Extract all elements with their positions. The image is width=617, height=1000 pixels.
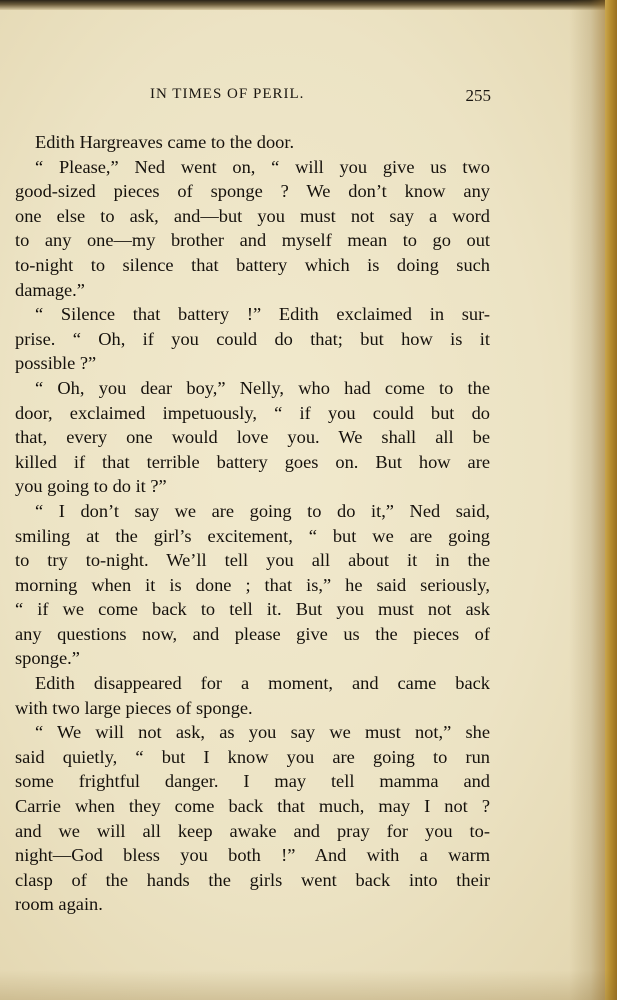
text-line: night—God bless you both !” And with a warm (15, 845, 490, 866)
spine-edge (605, 0, 617, 1000)
text-line: killed if that terrible battery goes on. But how are (15, 451, 490, 472)
text-line: morning when it is done ; that is,” he said seriously, (15, 574, 490, 595)
text-line: damage.” (15, 279, 85, 300)
text-line: “ We will not ask, as you say we must not,” she (35, 722, 490, 743)
text-line: with two large pieces of sponge. (15, 697, 253, 718)
text-line: any questions now, and please give us the pieces of (15, 623, 490, 644)
text-line: sponge.” (15, 648, 80, 669)
text-line: “ Silence that battery !” Edith exclaimed in sur- (35, 304, 490, 325)
text-line: “ I don’t say we are going to do it,” Ned said, (35, 500, 490, 521)
text-line: you going to do it ?” (15, 476, 167, 497)
text-line: and we will all keep awake and pray for you to- (15, 820, 490, 841)
text-line: door, exclaimed impetuously, “ if you could but do (15, 402, 490, 423)
text-line: some frightful danger. I may tell mamma and (15, 771, 490, 792)
running-head: IN TIMES OF PERIL. (150, 86, 305, 102)
text-line: to try to-night. We’ll tell you all about it in the (15, 550, 490, 571)
text-line: to any one—my brother and myself mean to go out (15, 230, 490, 251)
text-line: possible ?” (15, 353, 97, 374)
text-line: smiling at the girl’s excitement, “ but we are going (15, 525, 490, 546)
text-line: Edith Hargreaves came to the door. (35, 132, 295, 152)
text-line: that, every one would love you. We shall all be (15, 427, 490, 448)
page-number: 255 (465, 86, 491, 105)
text-line: “ if we come back to tell it. But you must not ask (15, 599, 490, 620)
text-line: Carrie when they come back that much, may I not ? (15, 796, 490, 817)
page-header (150, 86, 495, 110)
text-line: room again. (15, 894, 103, 915)
text-line: one else to ask, and—but you must not say a word (15, 205, 490, 226)
text-line: Edith disappeared for a moment, and came back (35, 673, 490, 694)
body-text (15, 130, 490, 917)
text-line: clasp of the hands the girls went back into their (15, 869, 490, 890)
text-line: prise. “ Oh, if you could do that; but how is it (15, 328, 490, 349)
page-bottom-shadow (0, 970, 617, 1000)
text-line: said quietly, “ but I know you are going to run (15, 746, 490, 767)
text-line: “ Oh, you dear boy,” Nelly, who had come to the (35, 377, 490, 398)
text-line: good-sized pieces of sponge ? We don’t know any (15, 181, 490, 202)
text-line: “ Please,” Ned went on, “ will you give us two (35, 156, 490, 177)
text-line: to-night to silence that battery which is doing such (15, 254, 490, 275)
page-top-edge (0, 0, 617, 10)
